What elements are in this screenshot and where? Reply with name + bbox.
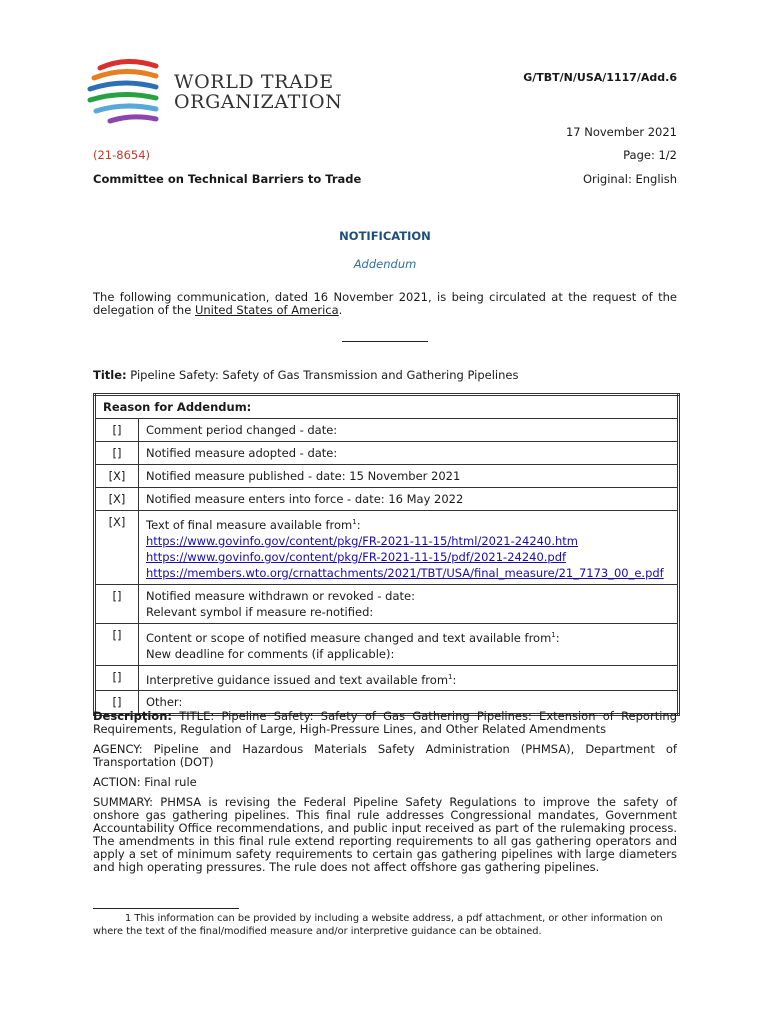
reason-text: Interpretive guidance issued and text available from [146, 672, 449, 687]
link-govinfo-pdf[interactable]: https://www.govinfo.gov/content/pkg/FR-2021-11-15/pdf/2021-24240.pdf [146, 549, 567, 564]
delegation-name: United States of America [194, 303, 339, 317]
table-heading-row [95, 395, 679, 419]
description-title-text: TITLE: Pipeline Safety: Safety of Gas Gathering Pipelines: Extension of Reporting Requirements, Regulation of Large, High-Pressure Lines, and Other Related Amendments [93, 709, 677, 736]
notification-heading: NOTIFICATION [339, 229, 431, 243]
reason-text: Notified measure enters into force - date: 16 May 2022 [139, 488, 679, 511]
reason-text-line2: Relevant symbol if measure re-notified: [146, 604, 374, 619]
checkbox-cell: [] [95, 623, 139, 665]
table-row [95, 419, 679, 442]
organization-name [174, 72, 342, 112]
table-row [95, 511, 679, 585]
table-row [95, 584, 679, 623]
reason-text: Notified measure published - date: 15 November 2021 [139, 465, 679, 488]
reason-text: Notified measure adopted - date: [139, 442, 679, 465]
reason-text-cell [139, 584, 679, 623]
description-label: Description: [93, 709, 172, 723]
table-row [95, 623, 679, 665]
intro-text: The following communication, dated 16 November 2021, is being circulated at the request of the delegation of the [93, 290, 677, 317]
intro-paragraph [93, 291, 677, 317]
footnote-ref: 1 [448, 672, 453, 681]
reason-text: Text of final measure available from [146, 517, 353, 532]
table-row [95, 465, 679, 488]
checkbox-cell: [X] [95, 465, 139, 488]
reason-text-line [146, 514, 672, 533]
description-agency: AGENCY: Pipeline and Hazardous Materials Safety Administration (PHMSA), Department of Transportation (DOT) [93, 742, 677, 769]
organization-name-line1: WORLD TRADE [174, 71, 334, 93]
footnote-divider [93, 908, 239, 909]
reason-text: Notified measure withdrawn or revoked - date: [146, 588, 415, 603]
title-value: Pipeline Safety: Safety of Gas Transmission and Gathering Pipelines [126, 368, 519, 382]
footnote-ref: 1 [352, 518, 357, 526]
description-summary: SUMMARY: PHMSA is revising the Federal Pipeline Safety Regulations to improve the safety of onshore gas gathering pipelines. This final rule addresses Congressional mandates, Government Accountability Office recommendations, and public input received as part of the rulemaking process. The amendments in this final rule extend reporting requirements to all gas gathering operators and apply a set of minimum safety requirements to certain gas gathering pipelines with large diameters and high operating pressures. The rule does not affect offshore gas gathering pipelines. [93, 795, 677, 874]
reason-text-cell [139, 665, 679, 691]
description-title [93, 710, 677, 736]
footnote-ref: 1 [551, 630, 556, 639]
table-row [95, 488, 679, 511]
document-number: (21-8654) [93, 148, 151, 162]
checkbox-cell: [] [95, 665, 139, 691]
original-language: Original: English [582, 172, 677, 186]
checkbox-cell: [X] [95, 511, 139, 585]
reason-suffix: : [452, 672, 457, 687]
checkbox-cell: [X] [95, 488, 139, 511]
reason-text-cell [139, 511, 679, 585]
document-date: 17 November 2021 [565, 125, 677, 139]
title-label: Title: [93, 368, 127, 382]
checkbox-cell: [] [95, 442, 139, 465]
measure-title [93, 368, 518, 382]
reason-text-line2: New deadline for comments (if applicable): [146, 646, 395, 661]
reason-heading: Reason for Addendum: [95, 395, 679, 419]
link-wto-attachment[interactable]: https://members.wto.org/crnattachments/2021/TBT/USA/final_measure/21_7173_00_e.pdf [146, 565, 664, 580]
reason-text: Other: [139, 691, 679, 715]
footnote: 1 This information can be provided by including a website address, a pdf attachment, or other information on where the text of the final/modified measure and/or interpretive guidance can be obtained. [93, 913, 663, 937]
section-divider [342, 341, 428, 342]
reason-text: Content or scope of notified measure changed and text available from [146, 630, 552, 645]
page-indicator: Page: 1/2 [623, 148, 677, 162]
reason-table [93, 393, 680, 716]
intro-end: . [338, 303, 343, 317]
description-action: ACTION: Final rule [93, 775, 197, 789]
document-symbol: G/TBT/N/USA/1117/Add.6 [523, 71, 677, 84]
addendum-subheading: Addendum [353, 257, 417, 271]
reason-text: Comment period changed - date: [139, 419, 679, 442]
link-govinfo-html[interactable]: https://www.govinfo.gov/content/pkg/FR-2021-11-15/html/2021-24240.htm [146, 533, 578, 548]
committee-name: Committee on Technical Barriers to Trade [93, 172, 362, 186]
checkbox-cell: [] [95, 691, 139, 715]
reason-text-cell [139, 623, 679, 665]
table-row [95, 442, 679, 465]
organization-name-line2: ORGANIZATION [174, 91, 343, 113]
checkbox-cell: [] [95, 419, 139, 442]
reason-suffix: : [555, 630, 560, 645]
table-row [95, 665, 679, 691]
reason-text-line [146, 627, 672, 646]
checkbox-cell: [] [95, 584, 139, 623]
reason-suffix: : [356, 517, 361, 532]
